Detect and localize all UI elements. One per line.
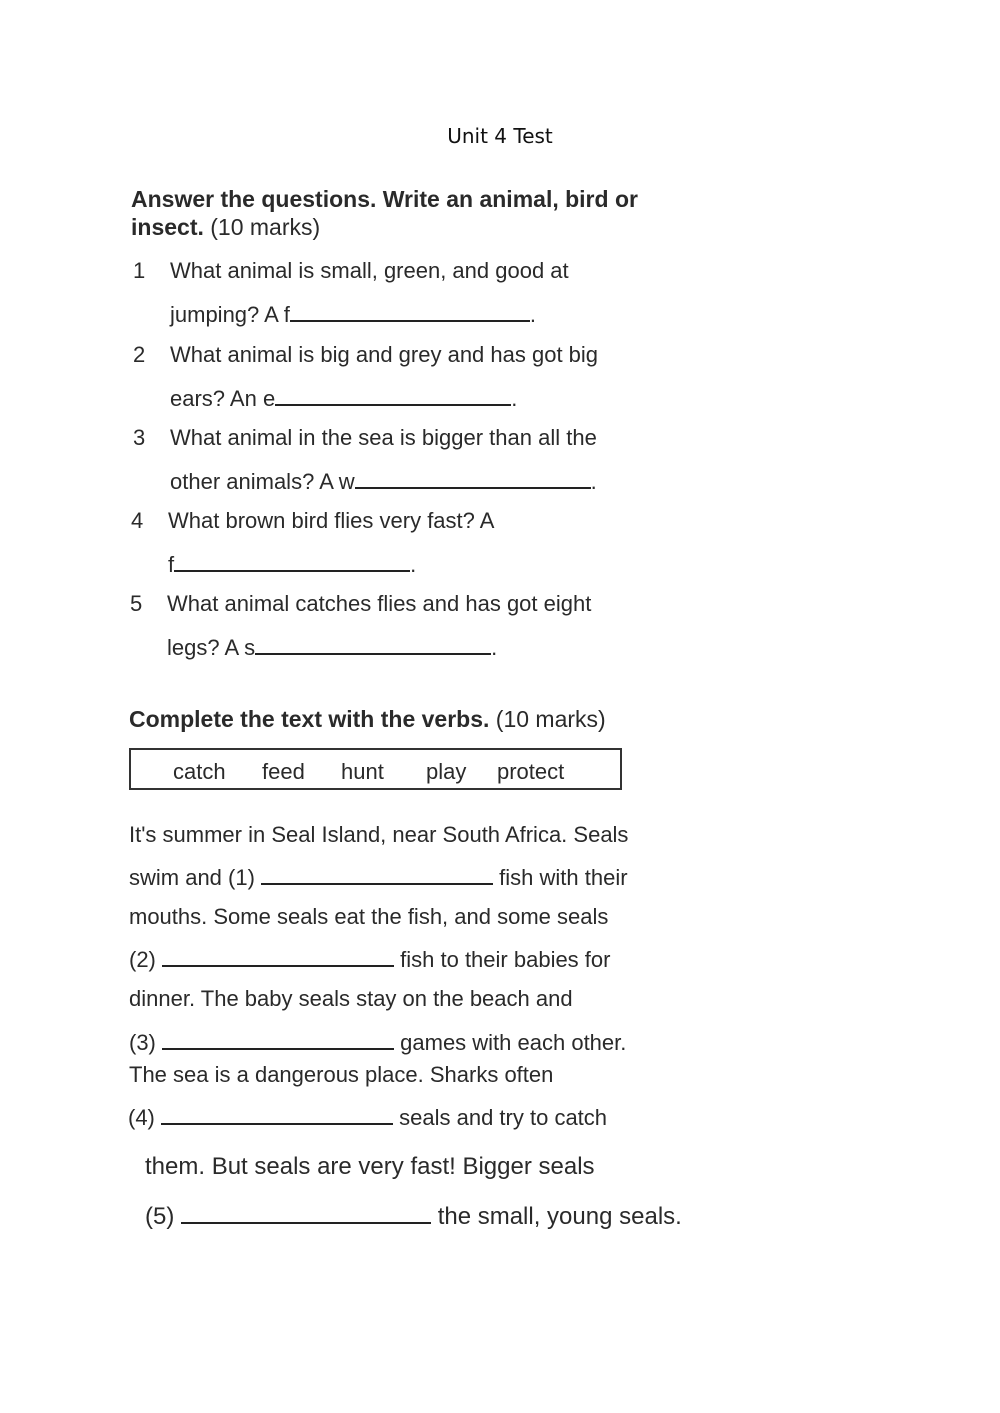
passage-line (129, 945, 610, 973)
answer-end: . (529, 302, 536, 327)
page-title: Unit 4 Test (447, 124, 553, 148)
answer-prefix: f (168, 552, 175, 577)
verb-option: feed (262, 759, 305, 784)
answer-end: . (410, 552, 417, 577)
answer-prefix: other animals? A w (170, 469, 355, 494)
section1-heading-line2: insect. (131, 214, 204, 240)
question-text: What animal is small, green, and good at (170, 258, 569, 283)
answer-blank[interactable] (355, 467, 591, 489)
answer-end: . (590, 469, 597, 494)
passage-text: swim and (1) (129, 865, 255, 890)
verb-option: catch (173, 759, 226, 784)
passage-line: The sea is a dangerous place. Sharks often (129, 1062, 554, 1087)
answer-end: . (491, 635, 498, 660)
verb-option: play (426, 759, 467, 784)
answer-prefix: ears? An e (170, 386, 276, 411)
answer-blank[interactable] (290, 300, 530, 322)
section1-heading (131, 185, 638, 241)
passage-line (128, 1103, 607, 1131)
passage-line: them. But seals are very fast! Bigger seals (145, 1153, 595, 1180)
question-answer-line (170, 467, 597, 495)
passage-line: dinner. The baby seals stay on the beach and (129, 986, 573, 1011)
passage-text: fish to their babies for (400, 947, 611, 972)
question-number: 4 (131, 508, 144, 533)
passage-text: seals and try to catch (399, 1105, 608, 1130)
passage-line (145, 1202, 682, 1231)
passage-line: mouths. Some seals eat the fish, and some seals (129, 904, 609, 929)
passage-text: (3) (129, 1030, 156, 1055)
passage-line (129, 1028, 626, 1056)
question-text: What brown bird flies very fast? A (168, 508, 495, 533)
passage-text: (2) (129, 947, 156, 972)
question-text: What animal in the sea is bigger than all the (170, 425, 597, 450)
section1-marks: (10 marks) (210, 214, 321, 240)
question-answer-line (168, 550, 416, 578)
passage-text: games with each other. (400, 1030, 627, 1055)
section1-heading-line1: Answer the questions. Write an animal, bird or (131, 186, 638, 212)
verb-word-box (129, 748, 622, 790)
question-answer-line (167, 633, 497, 661)
answer-prefix: jumping? A f (170, 302, 290, 327)
passage-text: the small, young seals. (437, 1203, 682, 1230)
question-answer-line (170, 384, 517, 412)
passage-line (129, 863, 628, 891)
passage-text: (4) (128, 1105, 155, 1130)
gap-blank-3[interactable] (162, 1028, 394, 1050)
section2-heading-text: Complete the text with the verbs. (129, 706, 490, 732)
answer-prefix: legs? A s (167, 635, 256, 660)
question-text: What animal is big and grey and has got big (170, 342, 599, 367)
answer-blank[interactable] (275, 384, 511, 406)
question-number: 1 (133, 258, 146, 283)
section2-heading (129, 705, 606, 733)
answer-end: . (511, 386, 518, 411)
question-text: What animal catches flies and has got eight (167, 591, 592, 616)
gap-blank-4[interactable] (161, 1103, 393, 1125)
answer-blank[interactable] (255, 633, 491, 655)
gap-blank-5[interactable] (181, 1202, 431, 1224)
passage-text: fish with their (499, 865, 628, 890)
question-number: 2 (133, 342, 146, 367)
question-number: 3 (133, 425, 146, 450)
gap-blank-2[interactable] (162, 945, 394, 967)
gap-blank-1[interactable] (261, 863, 493, 885)
passage-text: (5) (145, 1203, 175, 1230)
verb-option: protect (497, 759, 565, 784)
answer-blank[interactable] (174, 550, 410, 572)
question-answer-line (170, 300, 536, 328)
passage-line: It's summer in Seal Island, near South Africa. Seals (129, 822, 629, 847)
verb-option: hunt (341, 759, 384, 784)
question-number: 5 (130, 591, 143, 616)
section2-marks: (10 marks) (495, 706, 606, 732)
